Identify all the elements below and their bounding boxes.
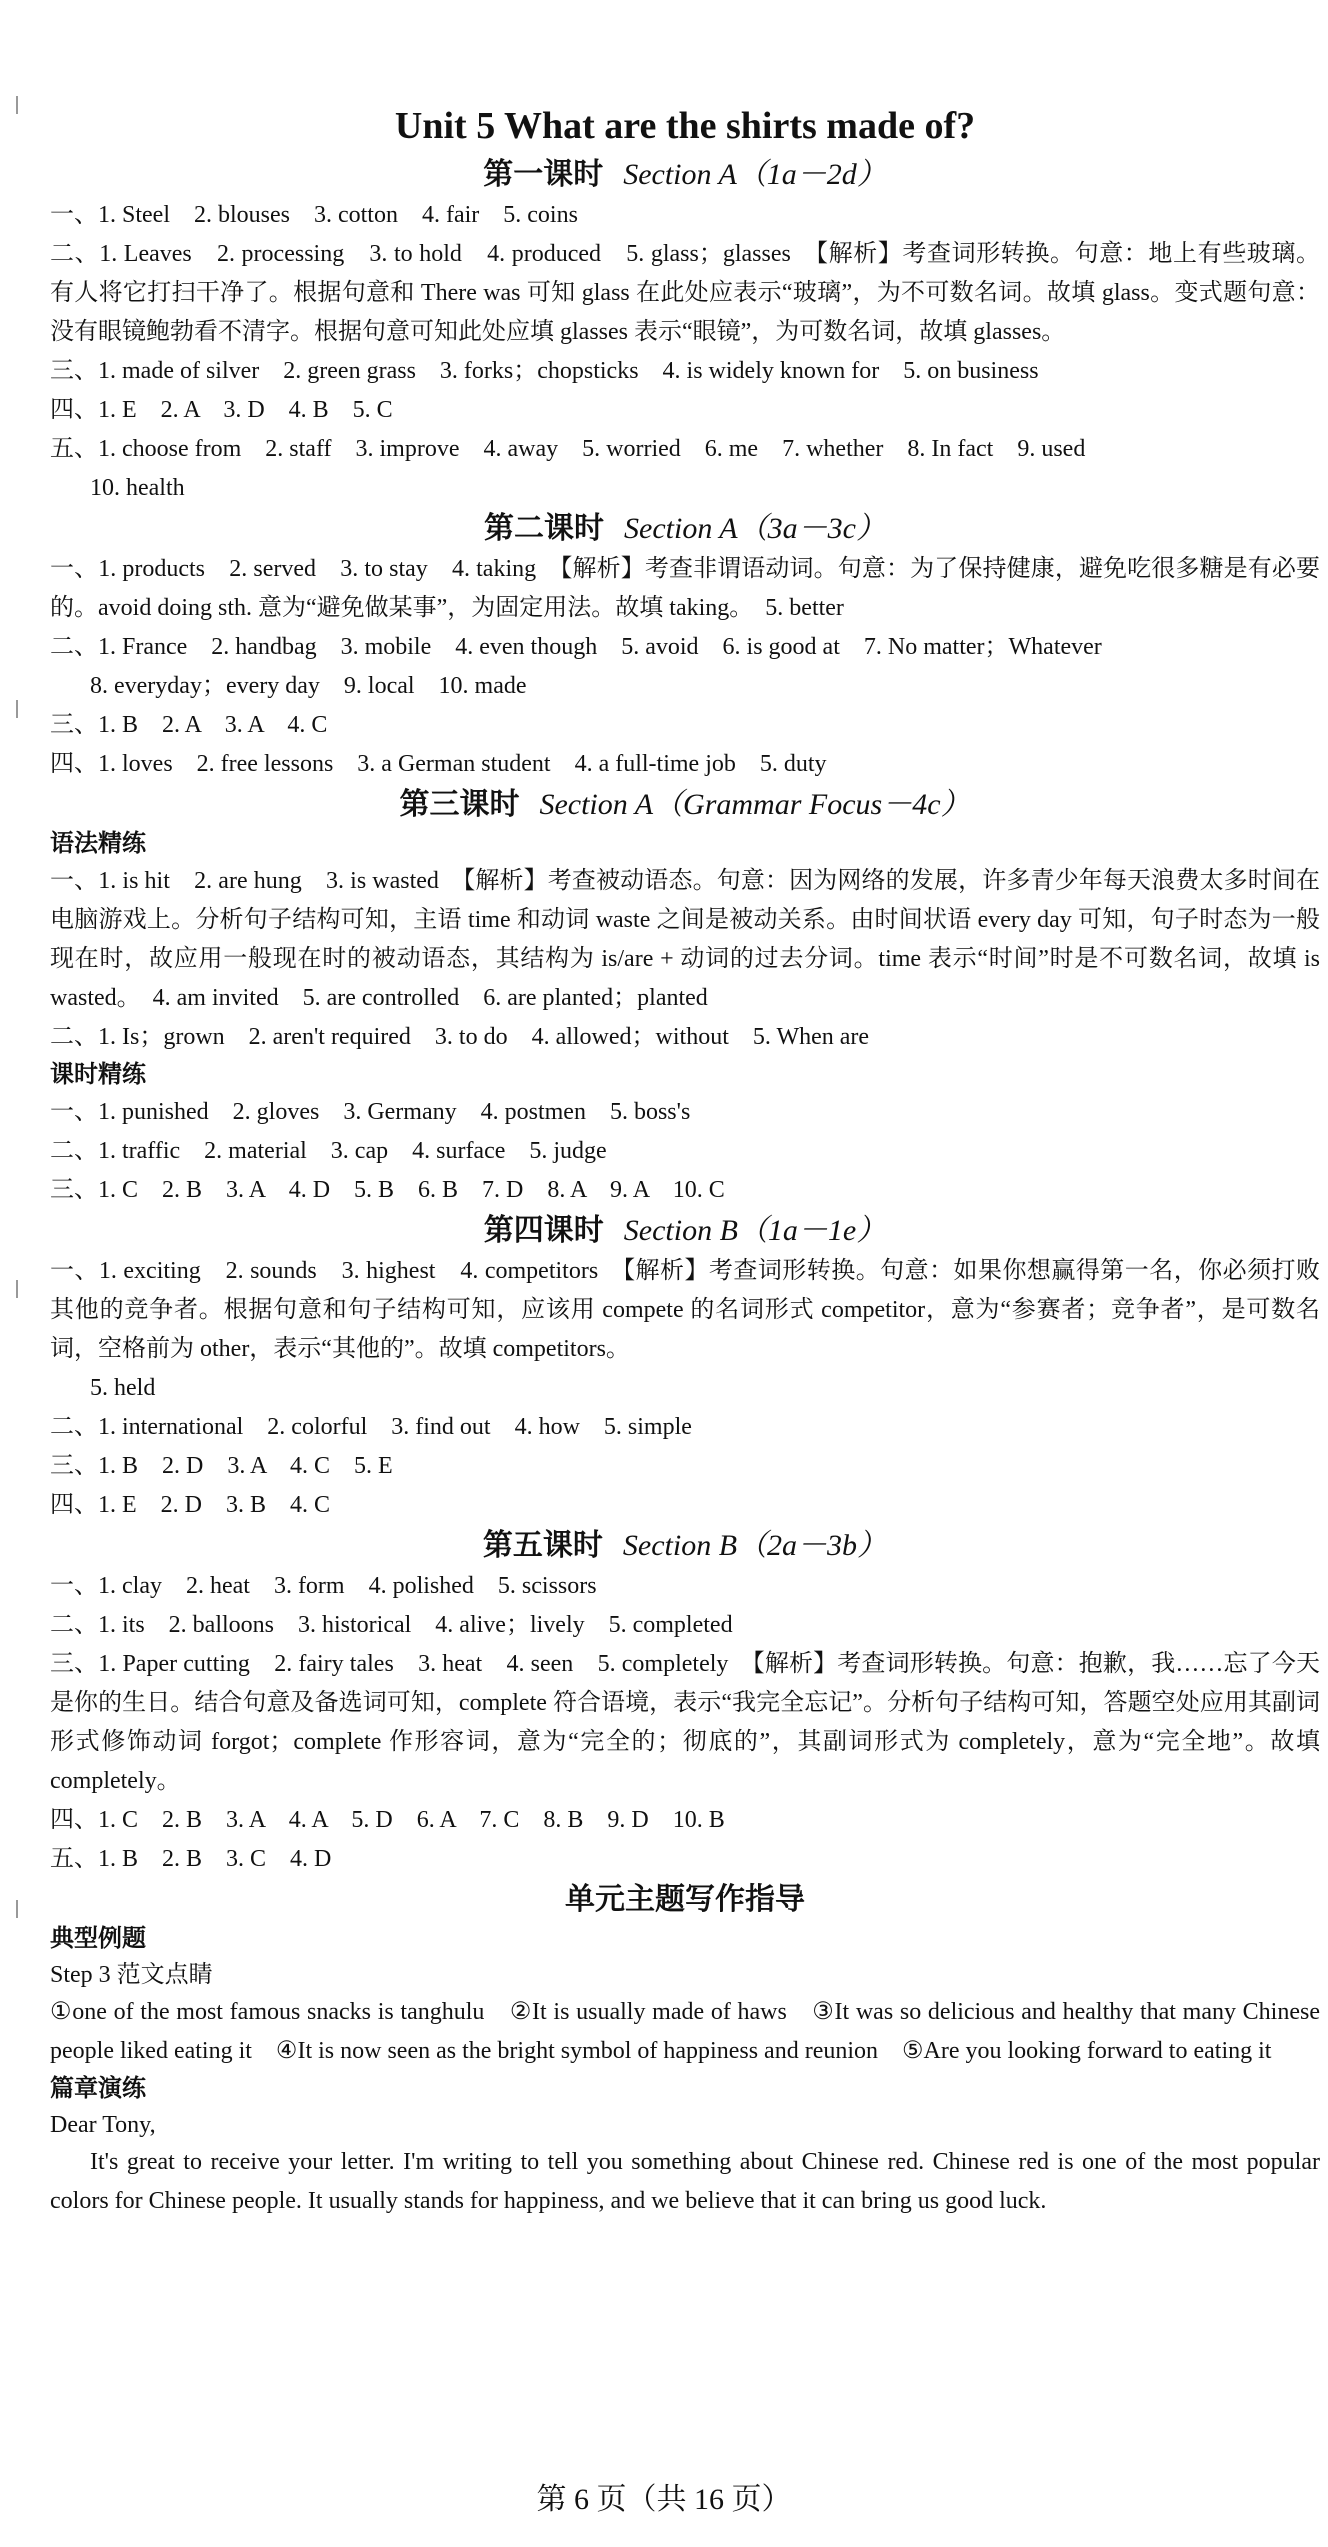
section-heading	[50, 1525, 1320, 1567]
answer-line: 三、1. B 2. D 3. A 4. C 5. E	[50, 1453, 393, 1479]
answer-line: 三、1. Paper cutting 2. fairy tales 3. heat 4. seen 5. completely 【解析】考查词形转换。句意：抱歉，我……忘了今天是你的生日。结合句意及备选词可知，complete 符合语境，表示“我完全忘记”。分析句子结构可知，答题空处应用其副词形式修饰动词 forgot；complete 作形容词，意为“完全的；彻底的”，其副词形式为 completely，意为“完全地”。故填 completely。	[50, 1651, 1320, 1794]
letter-greeting: Dear Tony,	[50, 2112, 156, 2138]
section-heading	[50, 508, 1320, 550]
answer-line: 二、1. Is；grown 2. aren't required 3. to do 4. allowed；without 5. When are	[50, 1024, 870, 1050]
lesson-subtitle: Section A（1a－2d）	[623, 158, 887, 191]
subsection-label: 典型例题	[50, 1926, 146, 1952]
answer-line: 8. everyday；every day 9. local 10. made	[90, 673, 527, 699]
answer-line: 二、1. traffic 2. material 3. cap 4. surface 5. judge	[50, 1138, 607, 1164]
answer-line: 四、1. E 2. D 3. B 4. C	[50, 1492, 331, 1518]
writing-heading: 单元主题写作指导	[565, 1883, 805, 1916]
answer-line: 一、1. exciting 2. sounds 3. highest 4. competitors 【解析】考查词形转换。句意：如果你想赢得第一名，你必须打败其他的竞争者。根据句意和句子结构可知，应该用 compete 的名词形式 competitor，意为“参赛者；竞争者”，是可数名词，空格前为 other，表示“其他的”。故填 competitors。	[50, 1258, 1320, 1362]
answer-line: 二、1. its 2. balloons 3. historical 4. alive；lively 5. completed	[50, 1612, 733, 1638]
answer-line: 二、1. France 2. handbag 3. mobile 4. even though 5. avoid 6. is good at 7. No matter；Whatever	[50, 634, 1102, 660]
answer-line: 三、1. C 2. B 3. A 4. D 5. B 6. B 7. D 8. A 9. A 10. C	[50, 1177, 725, 1203]
answer-line: 一、1. products 2. served 3. to stay 4. taking 【解析】考查非谓语动词。句意：为了保持健康，避免吃很多糖是有必要的。avoid doing sth. 意为“避免做某事”，为固定用法。故填 taking。 5. better	[50, 556, 1320, 621]
lesson-subtitle: Section B（1a－1e）	[623, 1214, 887, 1247]
lesson-title: 第四课时	[483, 1214, 604, 1247]
answer-line: 五、1. B 2. B 3. C 4. D	[50, 1846, 332, 1872]
model-answer: ①one of the most famous snacks is tanghulu ②It is usually made of haws ③It was so delicious and healthy that many Chinese people liked eating it ④It is now seen as the bright symbol of happiness and reunion ⑤Are you looking forward to eating it	[50, 1999, 1320, 2064]
unit-title: Unit 5 What are the shirts made of?	[394, 105, 976, 147]
subsection-label: 课时精练	[50, 1062, 146, 1088]
page-footer: 第 6 页（共 16 页）	[536, 2483, 792, 2516]
section-heading	[50, 784, 1320, 826]
answer-line: 二、1. Leaves 2. processing 3. to hold 4. produced 5. glass；glasses 【解析】考查词形转换。句意：地上有些玻璃。有人将它打扫干净了。根据句意和 There was 可知 glass 在此处应表示“玻璃”，为不可数名词。故填 glass。变式题句意：没有眼镜鲍勃看不清字。根据句意可知此处应填 glasses 表示“眼镜”，为可数名词，故填 glasses。	[50, 241, 1320, 345]
lesson-subtitle: Section B（2a－3b）	[622, 1529, 888, 1562]
subsection-label: 语法精练	[50, 831, 146, 857]
answer-line: 三、1. B 2. A 3. A 4. C	[50, 712, 328, 738]
lesson-title: 第五课时	[482, 1529, 603, 1562]
answer-line: 五、1. choose from 2. staff 3. improve 4. away 5. worried 6. me 7. whether 8. In fact 9. used	[50, 436, 1086, 462]
answer-line: 一、1. clay 2. heat 3. form 4. polished 5. scissors	[50, 1573, 597, 1599]
answer-line: 四、1. loves 2. free lessons 3. a German student 4. a full-time job 5. duty	[50, 751, 827, 777]
answer-page	[50, 0, 1320, 2547]
answer-line: 一、1. Steel 2. blouses 3. cotton 4. fair 5. coins	[50, 202, 578, 228]
step-label: Step 3 范文点睛	[50, 1962, 213, 1988]
lesson-title: 第二课时	[484, 512, 605, 545]
answer-line: 5. held	[90, 1375, 156, 1401]
answer-line: 一、1. is hit 2. are hung 3. is wasted 【解析】考查被动语态。句意：因为网络的发展，许多青少年每天浪费太多时间在电脑游戏上。分析句子结构可知，主语 time 和动词 waste 之间是被动关系。由时间状语 every day 可知，句子时态为一般现在时，故应用一般现在时的被动语态，其结构为 is/are + 动词的过去分词。time 表示“时间”时是不可数名词，故填 is wasted。 4. am invited 5. are controlled 6. are planted；planted	[50, 868, 1320, 1011]
answer-line: 四、1. E 2. A 3. D 4. B 5. C	[50, 397, 393, 423]
lesson-title: 第三课时	[399, 788, 520, 821]
lesson-subtitle: Section A（3a－3c）	[624, 512, 886, 545]
answer-line: 一、1. punished 2. gloves 3. Germany 4. postmen 5. boss's	[50, 1099, 691, 1125]
answer-line: 10. health	[90, 475, 185, 501]
letter-body: It's great to receive your letter. I'm writing to tell you something about Chinese red. Chinese red is one of the most popular colors for Chinese people. It usually stands for happiness, and we believe that it can bring us good luck.	[50, 2149, 1320, 2214]
answer-line: 三、1. made of silver 2. green grass 3. forks；chopsticks 4. is widely known for 5. on business	[50, 358, 1039, 384]
answer-line: 二、1. international 2. colorful 3. find out 4. how 5. simple	[50, 1414, 692, 1440]
section-heading	[50, 154, 1320, 196]
answer-line: 四、1. C 2. B 3. A 4. A 5. D 6. A 7. C 8. B 9. D 10. B	[50, 1807, 725, 1833]
lesson-subtitle: Section A（Grammar Focus－4c）	[539, 788, 971, 821]
subsection-label: 篇章演练	[50, 2076, 146, 2102]
lesson-title: 第一课时	[483, 158, 604, 191]
section-heading	[50, 1210, 1320, 1252]
